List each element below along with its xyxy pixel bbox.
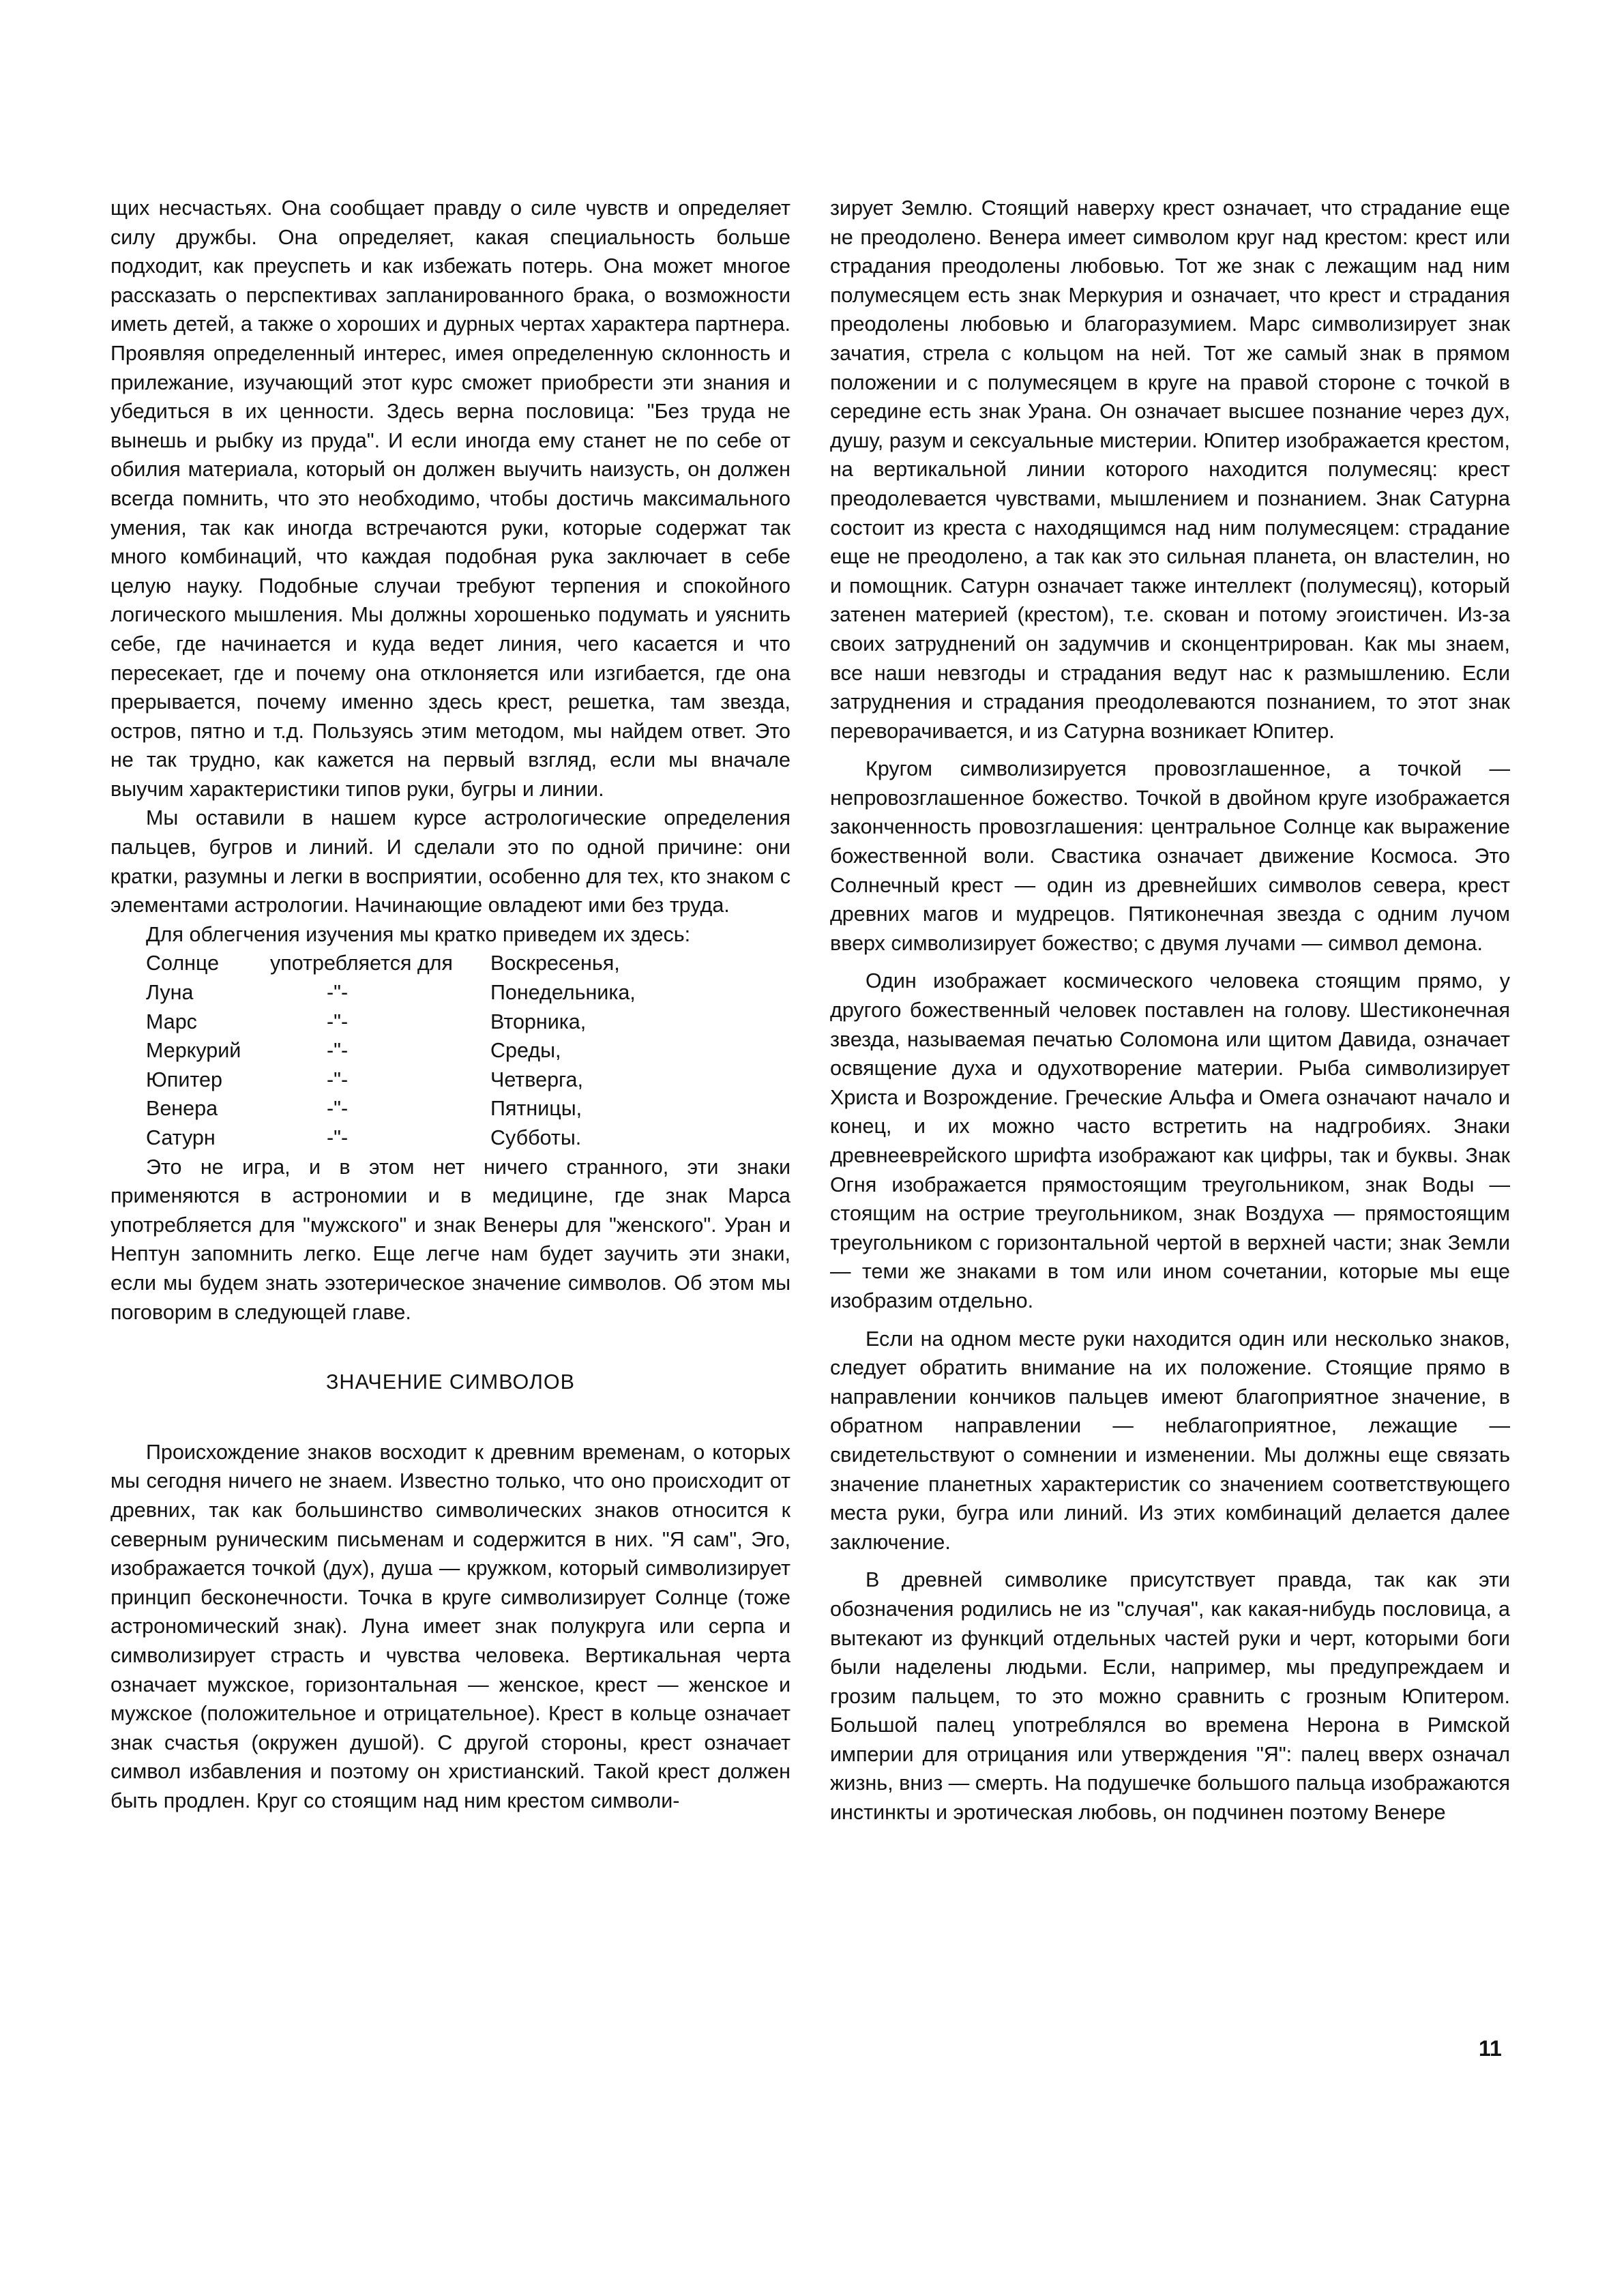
ditto-mark: -"- xyxy=(327,1010,349,1033)
table-row xyxy=(146,1065,790,1095)
day-name: Пятницы, xyxy=(490,1097,582,1121)
ditto-mark: -"- xyxy=(327,1097,349,1121)
right-column xyxy=(830,194,1510,1827)
ditto-mark: -"- xyxy=(327,1126,349,1149)
day-name: Четверга, xyxy=(490,1068,583,1091)
page-number: 11 xyxy=(1479,2036,1502,2061)
day-name: Понедельника, xyxy=(490,981,636,1005)
day-name: Среды, xyxy=(490,1039,561,1063)
planet-name: Венера xyxy=(146,1097,218,1121)
table-row xyxy=(146,1036,790,1065)
planet-name: Марс xyxy=(146,1010,197,1033)
paragraph: зирует Землю. Стоящий наверху крест означает, что страдание еще не преодолено. Венера имеет символом круг над крестом: крест или страдания преодолены любовью. Тот же знак с лежащим над ним полумесяцем есть знак Меркурия и означает, что крест и страдания преодолены любовью и благоразумием. Марс символизирует знак зачатия, стрела с кольцом на ней. Тот же самый знак в прямом положении и с полумесяцем в круге на правой стороне с точкой в середине есть знак Урана. Он означает высшее познание через дух, душу, разум и сексуальные мистерии. Юпитер изображается крестом, на вертикальной линии которого находится полумесяц: крест преодолевается чувствами, мышлением и познанием. Знак Сатурна состоит из креста с находящимся над ним полумесяцем: страдание еще не преодолено, а так как это сильная планета, он властелин, но и помощник. Сатурн означает также интеллект (полумесяц), который затенен материей (крестом), т.е. скован и потому эгоистичен. Из-за своих затруднений он задумчив и сконцентрирован. Как мы знаем, все наши невзгоды и страдания ведут нас к размышлению. Если затруднения и страдания преодолеваются познанием, то этот знак переворачивается, и из Сатурна возникает Юпитер. xyxy=(830,196,1510,743)
table-row xyxy=(146,949,790,978)
paragraph: Один изображает космического человека стоящим прямо, у другого божественный человек поставлен на голову. Шестиконечная звезда, называемая печатью Соломона или щитом Давида, означает освящение духа и одухотворение материи. Рыба символизирует Христа и Возрождение. Греческие Альфа и Омега означают начало и конец, и их можно часто встретить на надгробиях. Знаки древнееврейского шрифта изображают как цифры, так и буквы. Знак Огня изображается прямостоящим треугольником, знак Воды — стоящим на острие треугольником, знак Воздуха — прямостоящим треугольником с горизонтальной чертой в верхней части; знак Земли — теми же знаками в том или ином сочетании, которые мы еще изобразим отдельно. xyxy=(830,969,1510,1312)
day-name: Воскресенья, xyxy=(490,952,620,975)
planet-name: Юпитер xyxy=(146,1068,222,1091)
paragraph: В древней символике присутствует правда, так как эти обозначения родились не из "случая", как какая-нибудь пословица, а вытекают из функций отдельных частей руки и черт, которыми боги были наделены людьми. Если, например, мы предупреждаем и грозим пальцем, то это можно сравнить с грозным Юпитером. Большой палец употреблялся во времена Нерона в Римской империи для отрицания или утверждения "Я": палец вверх означал жизнь, вниз — смерть. На подушечке большого пальца изображаются инстинкты и эротическая любовь, он подчинен поэтому Венере xyxy=(830,1568,1510,1825)
day-name: Субботы. xyxy=(490,1126,582,1149)
left-column xyxy=(110,194,790,1815)
paragraph: Мы оставили в нашем курсе астрологические определения пальцев, бугров и линий. И сделали это по одной причине: они кратки, разумны и легки в восприятии, особенно для тех, кто знаком с элементами астрологии. Начинающие овладеют ими без труда. xyxy=(110,806,790,917)
planet-table xyxy=(146,949,790,1152)
ditto-mark: -"- xyxy=(327,1068,349,1091)
planet-name: Сатурн xyxy=(146,1126,216,1149)
planet-name: Солнце xyxy=(146,952,220,975)
table-row xyxy=(146,1094,790,1123)
paragraph: Если на одном месте руки находится один или несколько знаков, следует обратить внимание на их положение. Стоящие прямо в направлении кончиков пальцев имеют благоприятное значение, в обратном направлении — неблагоприятное, лежащие — свидетельствуют о сомнении и изменении. Мы должны еще связать значение планетных характеристик со значением соответствующего места руки, бугра или линий. Из этих комбинаций делается далее заключение. xyxy=(830,1327,1510,1554)
ditto-mark: -"- xyxy=(327,981,349,1005)
paragraph: Происхождение знаков восходит к древним временам, о которых мы сегодня ничего не знаем. Известно только, что оно происходит от древних, так как большинство символических знаков относится к северным руническим письменам и содержится в них. "Я сам", Эго, изображается точкой (дух), душа — кружком, который символизирует принцип бесконечности. Точка в круге символизирует Солнце (тоже астрономический знак). Луна имеет знак полукруга или серпа и символизирует страсть и чувства человека. Вертикальная черта означает мужское, горизонтальная — женское, крест — женское и мужское (положительное и отрицательное). Крест в кольце означает знак счастья (окружен душой). С другой стороны, крест означает символ избавления и поэтому он христианский. Такой крест должен быть продлен. Круг со стоящим над ним крестом символи- xyxy=(110,1440,790,1812)
usage-text: употребляется для xyxy=(270,952,453,975)
paragraph: Для облегчения изучения мы кратко приведем их здесь: xyxy=(146,922,691,946)
table-row xyxy=(146,978,790,1007)
planet-name: Меркурий xyxy=(146,1039,241,1063)
paragraph: Кругом символизируется провозглашенное, а точкой — непровозглашенное божество. Точкой в двойном круге изображается законченность провозглашения: центральное Солнце как выражение божественной воли. Свастика означает движение Космоса. Это Солнечный крест — один из древнейших символов севера, крест древних магов и мудрецов. Пятиконечная звезда с одним лучом вверх символизирует божество; с двумя лучами — символ демона. xyxy=(830,757,1510,955)
table-row xyxy=(146,1123,790,1153)
paragraph: щих несчастьях. Она сообщает правду о силе чувств и определяет силу дружбы. Она определяет, какая специальность больше подходит, как преуспеть и как избежать потерь. Она может многое рассказать о перспективах запланированного брака, о возможности иметь детей, а также о хороших и дурных чертах характера партнера. Проявляя определенный интерес, имея определенную склонность и прилежание, изучающий этот курс сможет приобрести эти знания и убедиться в их ценности. Здесь верна пословица: "Без труда не вынешь и рыбку из пруда". И если иногда ему станет не по себе от обилия материала, который он должен выучить наизусть, он должен всегда помнить, что это необходимо, чтобы достичь максимального умения, так как иногда встречаются руки, которые содержат так много комбинаций, что каждая подобная рука заключает в себе целую науку. Подобные случаи требуют терпения и спокойного логического мышления. Мы должны хорошенько подумать и уяснить себе, где начинается и куда ведет линия, чего касается и что пересекает, где и почему она отклоняется или изгибается, где она прерывается, почему именно здесь крест, решетка, там звезда, остров, пятно и т.д. Пользуясь этим методом, мы найдем ответ. Это не так трудно, как кажется на первый взгляд, если мы вначале выучим характеристики типов руки, бугры и линии. xyxy=(110,196,790,801)
day-name: Вторника, xyxy=(490,1010,587,1033)
planet-name: Луна xyxy=(146,981,194,1005)
table-row xyxy=(146,1007,790,1037)
paragraph: Это не игра, и в этом нет ничего странного, эти знаки применяются в астрономии и в медицине, где знак Марса употребляется для "мужского" и знак Венеры для "женского". Уран и Нептун запомнить легко. Еще легче нам будет заучить эти знаки, если мы будем знать эзотерическое значение символов. Об этом мы поговорим в следующей главе. xyxy=(110,1155,790,1324)
ditto-mark: -"- xyxy=(327,1039,349,1063)
section-title: ЗНАЧЕНИЕ СИМВОЛОВ xyxy=(326,1370,575,1394)
